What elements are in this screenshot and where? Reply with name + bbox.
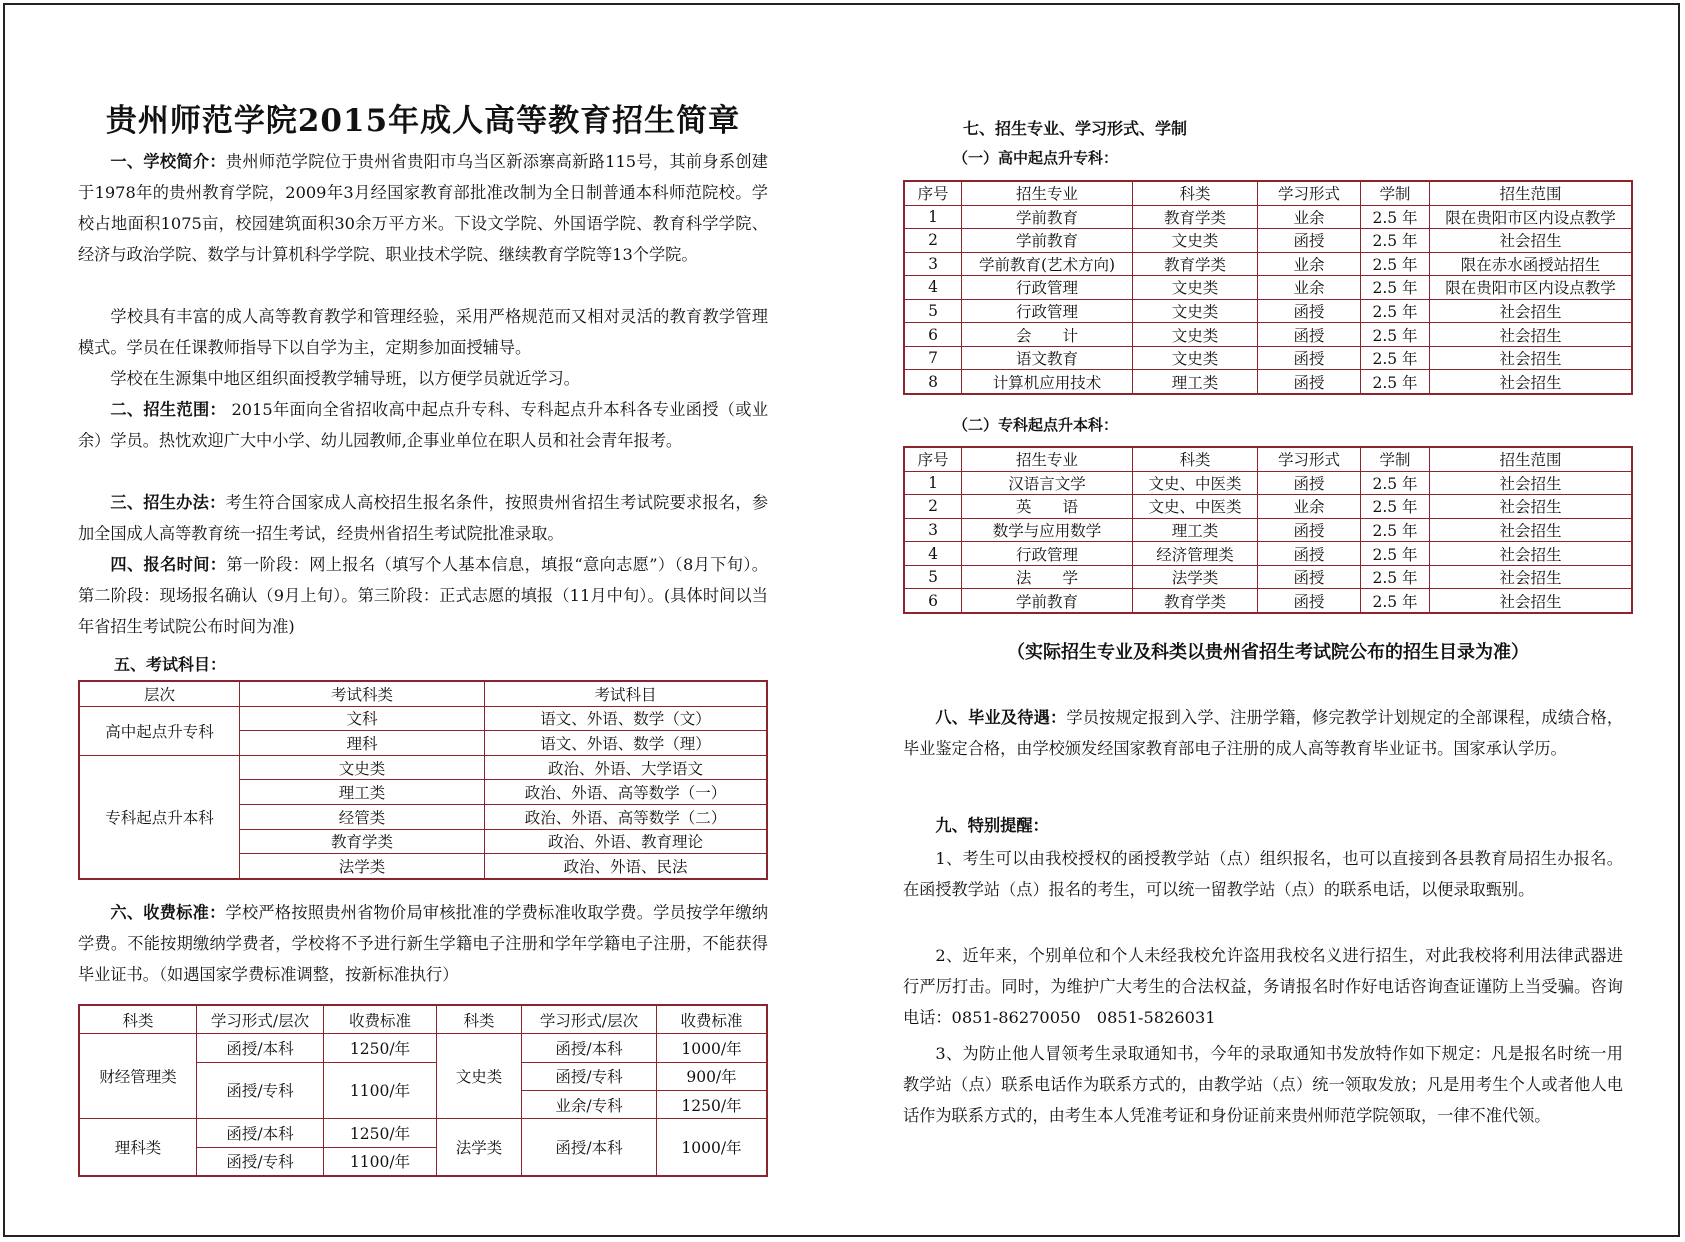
table-cell: 5 (904, 299, 962, 323)
table-cell: 文史类 (1133, 323, 1258, 347)
table-cell: 教育学类 (1133, 205, 1258, 229)
table-header: 序号 (904, 447, 962, 471)
table-cell: 文史类 (1133, 276, 1258, 300)
table-header: 学习形式 (1258, 447, 1361, 471)
table-cell: 学前教育 (962, 589, 1133, 613)
table-cell: 文史、中医类 (1133, 471, 1258, 495)
section-heading: 一、学校简介： (110, 152, 226, 171)
table-row (904, 252, 1632, 276)
table-header-row (904, 181, 1632, 205)
table-cell: 5 (904, 565, 962, 589)
table-cell: 理工类 (1133, 518, 1258, 542)
table-cell: 1000/年 (657, 1119, 768, 1176)
table-cell: 理工类 (240, 780, 485, 805)
table-cell: 法学类 (1133, 565, 1258, 589)
table-row (904, 346, 1632, 370)
reminder-3: 3、为防止他人冒领考生录取通知书，今年的录取通知书发放特作如下规定：凡是报名时统一用教学站（点）联系电话作为联系方式的，由教学站（点）统一领取发放；凡是用考生个人或者他人电话作为联系方式的，由考生本人凭准考证和身份证前来贵州师范学院领取，一律不准代领。 (903, 1044, 1623, 1125)
table-row (904, 276, 1632, 300)
graduation-info (903, 702, 1623, 764)
table-cell: 社会招生 (1430, 370, 1633, 394)
majors-heading: 七、招生专业、学习形式、学制 (963, 119, 1188, 138)
table-cell: 函授/本科 (522, 1119, 657, 1176)
table-row (904, 589, 1632, 613)
table-cell: 社会招生 (1430, 542, 1633, 566)
table-cell: 3 (904, 518, 962, 542)
fee-table (78, 1004, 768, 1177)
table-header: 科类 (437, 1005, 522, 1034)
table-cell: 6 (904, 323, 962, 347)
table-cell: 语文、外语、数学（文） (485, 706, 768, 731)
exam-subjects-heading: 五、考试科目： (114, 655, 227, 674)
table-cell: 行政管理 (962, 276, 1133, 300)
fee-standard (78, 897, 768, 990)
table-cell: 英 语 (962, 495, 1133, 519)
table-cell: 2.5 年 (1361, 471, 1430, 495)
table-header: 科类 (1133, 447, 1258, 471)
table-header: 层次 (79, 681, 240, 706)
table-cell: 文史类 (1133, 229, 1258, 253)
table-cell: 1250/年 (324, 1034, 437, 1062)
table-cell: 理科 (240, 731, 485, 756)
paragraph-text: 贵州师范学院位于贵州省贵阳市乌当区新添寨高新路115号，其前身系创建于1978年的贵州教育学院，2009年3月经国家教育部批准改制为全日制普通本科师范院校。学校占地面积1075亩，校园建筑面积30余万平方米。下设文学院、外国语学院、教育科学学院、经济与政治学院、数学与计算机科学学院、职业技术学院、继续教育学院等13个学院。 (78, 152, 768, 264)
table-row (79, 1034, 767, 1062)
table-header: 考试科类 (240, 681, 485, 706)
table-cell: 限在贵阳市区内设点教学 (1430, 276, 1633, 300)
table-row (79, 1119, 767, 1147)
table-cell: 1250/年 (324, 1119, 437, 1147)
table-cell: 函授 (1258, 370, 1361, 394)
table-row (904, 565, 1632, 589)
section-heading: 八、毕业及待遇： (935, 708, 1067, 727)
table-cell: 社会招生 (1430, 229, 1633, 253)
table-cell: 6 (904, 589, 962, 613)
section-heading: 二、招生范围： (110, 400, 226, 419)
table-cell: 教育学类 (240, 829, 485, 854)
table-header-row (904, 447, 1632, 471)
paragraph-text: 2015年面向全省招收高中起点升专科、专科起点升本科各专业函授（或业余）学员。热忱欢迎广大中小学、幼儿园教师,企事业单位在职人员和社会青年报考。 (78, 400, 769, 450)
reminders-heading (903, 810, 1623, 841)
table-cell: 学前教育(艺术方向) (962, 252, 1133, 276)
table-cell: 函授 (1258, 565, 1361, 589)
table-cell: 2 (904, 229, 962, 253)
table-cell: 2.5 年 (1361, 299, 1430, 323)
majors-table-1 (903, 180, 1633, 395)
table-cell: 政治、外语、高等数学（二） (485, 805, 768, 830)
table-cell: 函授/专科 (197, 1147, 324, 1176)
table-cell: 经济管理类 (1133, 542, 1258, 566)
table-cell: 函授/本科 (197, 1119, 324, 1147)
table-row (904, 370, 1632, 394)
table-cell: 社会招生 (1430, 495, 1633, 519)
table-cell: 教育学类 (1133, 589, 1258, 613)
table-cell: 900/年 (657, 1062, 768, 1090)
table-header: 考试科目 (485, 681, 768, 706)
register-time (78, 549, 768, 642)
enroll-scope (78, 394, 768, 456)
table-cell: 文史类 (240, 755, 485, 780)
table-cell: 文史、中医类 (1133, 495, 1258, 519)
table-header: 学制 (1361, 181, 1430, 205)
school-classes: 学校在生源集中地区组织面授教学辅导班，以方便学员就近学习。 (110, 369, 580, 388)
table-cell: 限在赤水函授站招生 (1430, 252, 1633, 276)
table-cell: 4 (904, 276, 962, 300)
table-cell: 理工类 (1133, 370, 1258, 394)
table-cell: 2.5 年 (1361, 323, 1430, 347)
table-cell: 函授/专科 (522, 1062, 657, 1090)
table-cell: 社会招生 (1430, 346, 1633, 370)
enroll-method (78, 487, 768, 549)
table-cell: 专科起点升本科 (79, 755, 240, 879)
table-header: 科类 (79, 1005, 197, 1034)
table-cell: 2.5 年 (1361, 370, 1430, 394)
table-cell: 学前教育 (962, 229, 1133, 253)
table-cell: 1250/年 (657, 1090, 768, 1118)
table-cell: 函授 (1258, 471, 1361, 495)
majors-subheading-1: （一）高中起点升专科： (953, 149, 1119, 167)
table-header: 招生范围 (1430, 181, 1633, 205)
table-cell: 2.5 年 (1361, 589, 1430, 613)
table-cell: 语文教育 (962, 346, 1133, 370)
table-header: 招生专业 (962, 181, 1133, 205)
table-cell: 2 (904, 495, 962, 519)
table-cell: 函授/本科 (197, 1034, 324, 1062)
table-header: 学制 (1361, 447, 1430, 471)
table-row (904, 299, 1632, 323)
section-heading: 六、收费标准： (110, 903, 226, 922)
table-cell: 2.5 年 (1361, 495, 1430, 519)
table-cell: 函授 (1258, 229, 1361, 253)
table-cell: 政治、外语、高等数学（一） (485, 780, 768, 805)
table-cell: 学前教育 (962, 205, 1133, 229)
table-cell: 业余 (1258, 205, 1361, 229)
table-cell: 4 (904, 542, 962, 566)
table-cell: 文史类 (1133, 346, 1258, 370)
table-cell: 会 计 (962, 323, 1133, 347)
table-cell: 社会招生 (1430, 589, 1633, 613)
table-header-row (79, 681, 767, 706)
table-row (904, 471, 1632, 495)
table-row (79, 706, 767, 731)
table-cell: 2.5 年 (1361, 252, 1430, 276)
majors-subheading-2: （二）专科起点升本科： (953, 416, 1119, 434)
table-cell: 经管类 (240, 805, 485, 830)
table-cell: 社会招生 (1430, 471, 1633, 495)
table-row (904, 229, 1632, 253)
table-header: 科类 (1133, 181, 1258, 205)
table-header: 序号 (904, 181, 962, 205)
table-cell: 财经管理类 (79, 1034, 197, 1119)
table-cell: 业余 (1258, 495, 1361, 519)
table-cell: 社会招生 (1430, 518, 1633, 542)
table-cell: 2.5 年 (1361, 276, 1430, 300)
table-cell: 8 (904, 370, 962, 394)
document-title: 贵州师范学院2015年成人高等教育招生简章 (105, 103, 741, 139)
table-cell: 业余 (1258, 252, 1361, 276)
table-row (904, 518, 1632, 542)
table-cell: 2.5 年 (1361, 565, 1430, 589)
school-intro (78, 146, 768, 270)
table-cell: 汉语言文学 (962, 471, 1133, 495)
reminder-2: 2、近年来，个别单位和个人未经我校允许盗用我校名义进行招生，对此我校将利用法律武器进行严厉打击。同时，为维护广大考生的合法权益，务请报名时作好电话咨询查证谨防上当受骗。咨询电话：0851-86270050 0851-5826031 (903, 946, 1623, 1027)
table-header: 学习形式/层次 (522, 1005, 657, 1034)
table-cell: 计算机应用技术 (962, 370, 1133, 394)
table-header-row (79, 1005, 767, 1034)
table-header: 学习形式/层次 (197, 1005, 324, 1034)
table-cell: 函授 (1258, 518, 1361, 542)
table-cell: 社会招生 (1430, 565, 1633, 589)
section-heading: 三、招生办法： (110, 493, 226, 512)
table-cell: 2.5 年 (1361, 205, 1430, 229)
table-header: 收费标准 (324, 1005, 437, 1034)
table-cell: 1100/年 (324, 1062, 437, 1119)
table-row (904, 205, 1632, 229)
table-cell: 社会招生 (1430, 323, 1633, 347)
exam-subjects-table (78, 680, 768, 880)
table-cell: 函授 (1258, 323, 1361, 347)
table-cell: 1000/年 (657, 1034, 768, 1062)
paragraph-text: 学校严格按照贵州省物价局审核批准的学费标准收取学费。学员按学年缴纳学费。不能按期缴纳学费者，学校将不予进行新生学籍电子注册和学年学籍电子注册，不能获得毕业证书。（如遇国家学费标准调整，按新标准执行） (78, 903, 769, 984)
table-cell: 行政管理 (962, 542, 1133, 566)
table-cell: 政治、外语、大学语文 (485, 755, 768, 780)
table-cell: 业余 (1258, 276, 1361, 300)
table-cell: 函授 (1258, 542, 1361, 566)
table-cell: 法学类 (437, 1119, 522, 1176)
reminder-1: 1、考生可以由我校授权的函授教学站（点）组织报名，也可以直接到各县教育局招生办报名。在函授教学站（点）报名的考生，可以统一留教学站（点）的联系电话，以便录取甄别。 (903, 849, 1623, 899)
table-cell: 2.5 年 (1361, 229, 1430, 253)
table-cell: 3 (904, 252, 962, 276)
table-cell: 行政管理 (962, 299, 1133, 323)
table-cell: 数学与应用数学 (962, 518, 1133, 542)
table-cell: 1 (904, 205, 962, 229)
table-cell: 函授/专科 (197, 1062, 324, 1119)
paragraph-text: 第一阶段：网上报名（填写个人基本信息，填报“意向志愿”）（8月下旬）。第二阶段：现场报名确认（9月上旬）。第三阶段：正式志愿的填报（11月中旬）。(具体时间以当年省招生考试院公布时间为准) (78, 555, 768, 636)
table-cell: 文史类 (437, 1034, 522, 1119)
table-cell: 1100/年 (324, 1147, 437, 1176)
table-header: 招生专业 (962, 447, 1133, 471)
table-cell: 函授/本科 (522, 1034, 657, 1062)
table-cell: 法 学 (962, 565, 1133, 589)
paragraph-text: 考生符合国家成人高校招生报名条件，按照贵州省招生考试院要求报名，参加全国成人高等教育统一招生考试，经贵州省招生考试院批准录取。 (78, 493, 769, 543)
table-row (79, 755, 767, 780)
table-cell: 政治、外语、教育理论 (485, 829, 768, 854)
table-cell: 2.5 年 (1361, 346, 1430, 370)
table-cell: 1 (904, 471, 962, 495)
table-row (904, 542, 1632, 566)
section-heading: 九、特别提醒： (935, 816, 1049, 835)
table-cell: 业余/专科 (522, 1090, 657, 1118)
table-cell: 法学类 (240, 854, 485, 879)
table-cell: 社会招生 (1430, 299, 1633, 323)
school-experience: 学校具有丰富的成人高等教育教学和管理经验，采用严格规范而又相对灵活的教育教学管理模式。学员在任课教师指导下以自学为主，定期参加面授辅导。 (78, 307, 768, 357)
table-header: 学习形式 (1258, 181, 1361, 205)
table-cell: 限在贵阳市区内设点教学 (1430, 205, 1633, 229)
table-row (904, 495, 1632, 519)
table-cell: 2.5 年 (1361, 518, 1430, 542)
table-cell: 7 (904, 346, 962, 370)
table-cell: 高中起点升专科 (79, 706, 240, 755)
table-cell: 文科 (240, 706, 485, 731)
majors-table-2 (903, 446, 1633, 614)
table-cell: 函授 (1258, 589, 1361, 613)
table-row (904, 323, 1632, 347)
majors-note: （实际招生专业及科类以贵州省招生考试院公布的招生目录为准） (1007, 642, 1529, 663)
table-cell: 文史类 (1133, 299, 1258, 323)
table-cell: 2.5 年 (1361, 542, 1430, 566)
table-cell: 政治、外语、民法 (485, 854, 768, 879)
table-cell: 函授 (1258, 346, 1361, 370)
table-header: 收费标准 (657, 1005, 768, 1034)
table-cell: 教育学类 (1133, 252, 1258, 276)
table-header: 招生范围 (1430, 447, 1633, 471)
section-heading: 四、报名时间： (110, 555, 227, 574)
paragraph-text: 学员按规定报到入学、注册学籍，修完教学计划规定的全部课程，成绩合格，毕业鉴定合格，由学校颁发经国家教育部电子注册的成人高等教育毕业证书。国家承认学历。 (903, 708, 1624, 758)
table-cell: 函授 (1258, 299, 1361, 323)
table-cell: 理科类 (79, 1119, 197, 1176)
table-cell: 语文、外语、数学（理） (485, 731, 768, 756)
